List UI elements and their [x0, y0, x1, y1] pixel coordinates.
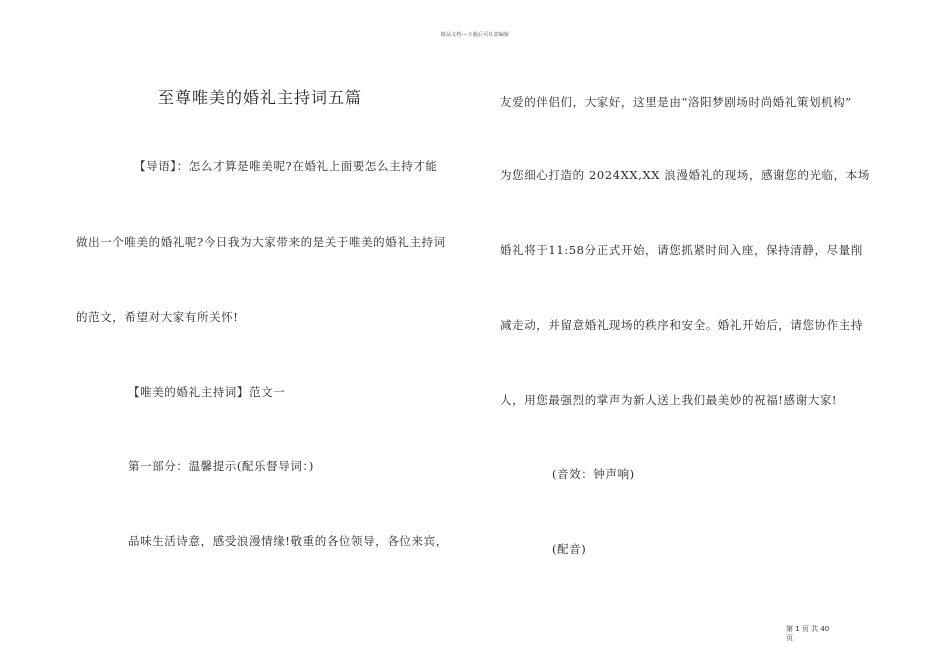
- part-heading: 第一部分：温馨提示(配乐督导词：): [128, 459, 314, 473]
- paragraph-line: 减走动，并留意婚礼现场的秩序和安全。婚礼开始后，请您协作主持: [500, 318, 863, 332]
- paragraph-line: 做出一个唯美的婚礼呢?今日我为大家带来的是关于唯美的婚礼主持词: [76, 235, 446, 249]
- paragraph-line: 为您细心打造的 2024XX,XX 浪漫婚礼的现场，感谢您的光临，本场: [500, 168, 870, 182]
- paragraph-line: 品味生活诗意，感受浪漫情缘!敬重的各位领导，各位来宾，: [128, 534, 448, 548]
- paragraph-line: 婚礼将于11:58分正式开始，请您抓紧时间入座，保持清静，尽量削: [500, 243, 863, 257]
- paragraph-line: 的范文，希望对大家有所关怀!: [76, 310, 239, 324]
- paragraph-line: 友爱的伴侣们，大家好，这里是由“洛阳梦剧场时尚婚礼策划机构”: [500, 95, 852, 109]
- header-note: 精品文档---下载后可任意编辑: [440, 32, 510, 38]
- voiceover-note: (配音): [552, 542, 587, 556]
- document-title: 至尊唯美的婚礼主持词五篇: [158, 88, 363, 107]
- paragraph-line: 人，用您最强烈的掌声为新人送上我们最美妙的祝福!感谢大家!: [500, 393, 838, 407]
- paragraph-line: 【导语】：怎么才算是唯美呢?在婚礼上面要怎么主持才能: [134, 159, 438, 173]
- section-heading: 【唯美的婚礼主持词】范文一: [128, 385, 286, 399]
- sound-effect-note: (音效：钟声响): [552, 467, 635, 481]
- page-number: 第 1 页 共 40 页: [786, 625, 830, 642]
